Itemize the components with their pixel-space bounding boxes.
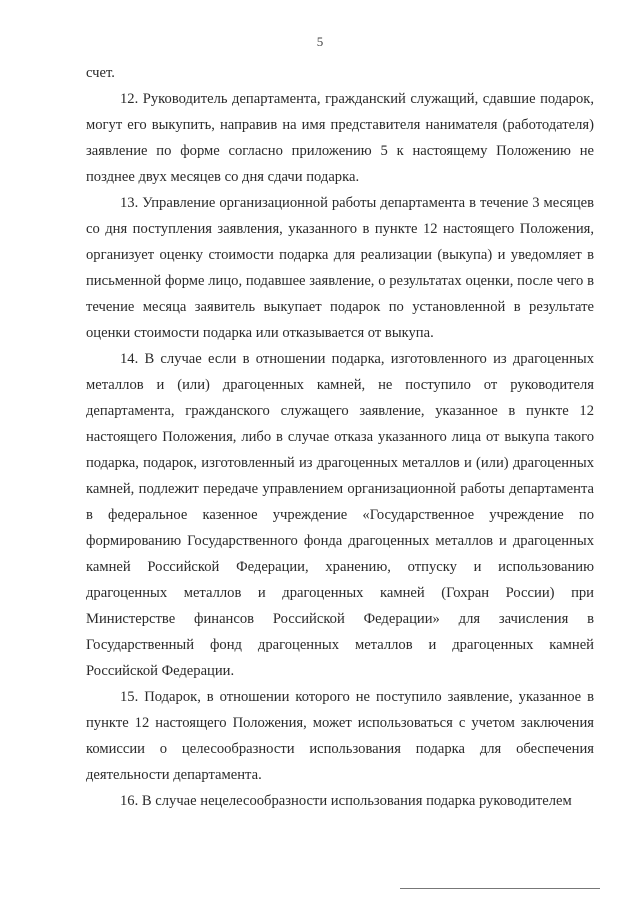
paragraph-continuation: счет.: [86, 65, 115, 81]
page-number: 5: [316, 34, 324, 49]
document-body: [86, 60, 594, 814]
paragraph-14: 14. В случае если в отношении подарка, изготовленного из драгоценных металлов и (или) драгоценных камней, не поступило от руководителя департамента, гражданского служащего заявление, указанное в пункте 12 настоящего Положения, либо в случае отказа указанного лица от выкупа такого подарка, подарок, изготовленный из драгоценных металлов и (или) драгоценных камней, подлежит передаче управлением организационной работы департамента в федеральное казенное учреждение «Государственное учреждение по формированию Государственного фонда драгоценных металлов и драгоценных камней Российской Федерации, хранению, отпуску и использованию драгоценных металлов и драгоценных камней (Гохран России) при Министерстве финансов Российской Федерации» для зачисления в Государственный фонд драгоценных металлов и драгоценных камней Российской Федерации.: [86, 351, 594, 679]
paragraph-15: 15. Подарок, в отношении которого не поступило заявление, указанное в пункте 12 настоящего Положения, может использоваться с учетом заключения комиссии о целесообразности использования подарка для обеспечения деятельности департамента.: [86, 689, 594, 783]
paragraph-16: 16. В случае нецелесообразности использования подарка руководителем: [120, 793, 572, 809]
paragraph-12: 12. Руководитель департамента, гражданский служащий, сдавшие подарок, могут его выкупить, направив на имя представителя нанимателя (работодателя) заявление по форме согласно приложению 5 к настоящему Положению не позднее двух месяцев со дня сдачи подарка.: [86, 91, 594, 185]
footer-rule: [400, 888, 600, 889]
paragraph-13: 13. Управление организационной работы департамента в течение 3 месяцев со дня поступления заявления, указанного в пункте 12 настоящего Положения, организует оценку стоимости подарка для реализации (выкупа) и уведомляет в письменной форме лицо, подавшее заявление, о результатах оценки, после чего в течение месяца заявитель выкупает подарок по установленной в результате оценки стоимости подарка или отказывается от выкупа.: [86, 195, 594, 341]
